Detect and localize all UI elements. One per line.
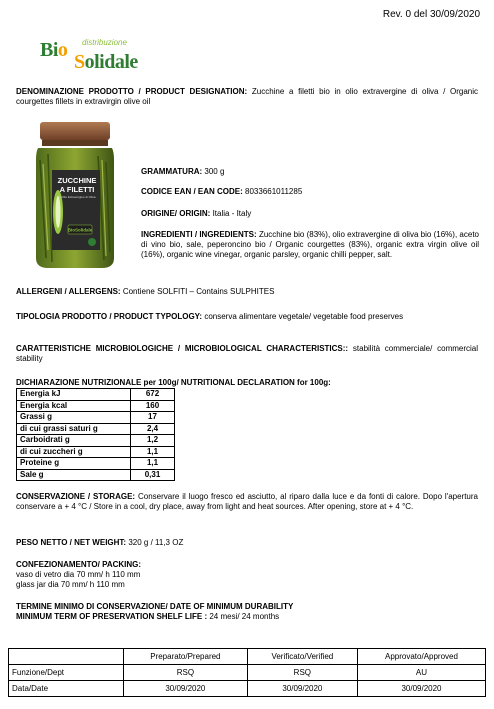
weight-label: GRAMMATURA: [141, 167, 203, 176]
logo-distribuzione: distribuzione [82, 38, 127, 47]
storage-label: CONSERVAZIONE / STORAGE: [16, 492, 136, 501]
ean-label: CODICE EAN / EAN CODE: [141, 187, 243, 196]
microbiological-row [16, 344, 478, 364]
typology-row [16, 312, 478, 322]
nutrition-row [17, 458, 175, 470]
ean-row [141, 187, 479, 197]
storage-row [16, 492, 478, 512]
nutrition-name: di cui zuccheri g [17, 446, 131, 458]
signoff-cell: AU [357, 665, 485, 681]
durability-line-1: TERMINE MINIMO DI CONSERVAZIONE/ DATE OF MINIMUM DURABILITY [16, 602, 294, 611]
nutrition-name: Energia kJ [17, 389, 131, 401]
nutrition-name: Proteine g [17, 458, 131, 470]
origin-value: Italia - Italy [212, 209, 252, 218]
signoff-header-cell: Verificato/Verified [247, 649, 357, 665]
product-designation [16, 87, 478, 107]
typology-label: TIPOLOGIA PRODOTTO / PRODUCT TYPOLOGY: [16, 312, 203, 321]
nutrition-value: 160 [131, 400, 175, 412]
durability-row [16, 602, 478, 622]
packing-label: CONFEZIONAMENTO/ PACKING: [16, 560, 142, 569]
signoff-cell: RSQ [247, 665, 357, 681]
signoff-row [9, 665, 486, 681]
micro-label: CARATTERISTICHE MICROBIOLOGICHE / MICROBIOLOGICAL CHARACTERISTICS:: [16, 344, 349, 353]
signoff-cell: 30/09/2020 [247, 681, 357, 697]
packing-row [16, 560, 478, 590]
weight-value: 300 g [204, 167, 225, 176]
signoff-cell: Data/Date [9, 681, 124, 697]
durability-line-2-label: MINIMUM TERM OF PRESERVATION SHELF LIFE : [16, 612, 208, 621]
signoff-cell: 30/09/2020 [357, 681, 485, 697]
signoff-cell: 30/09/2020 [124, 681, 248, 697]
signoff-cell: Funzione/Dept [9, 665, 124, 681]
nutrition-name: Sale g [17, 469, 131, 481]
allergens-label: ALLERGENI / ALLERGENS: [16, 287, 121, 296]
weight-row [141, 167, 479, 177]
signoff-header-cell: Approvato/Approved [357, 649, 485, 665]
signoff-header-cell: Preparato/Prepared [124, 649, 248, 665]
nutrition-name: di cui grassi saturi g [17, 423, 131, 435]
nutrition-name: Energia kcal [17, 400, 131, 412]
origin-row [141, 209, 479, 219]
nutrition-row [17, 446, 175, 458]
packing-line-1: vaso di vetro dia 70 mm/ h 110 mm [16, 570, 141, 579]
jar-brand: BioSolidale [67, 227, 93, 233]
origin-label: ORIGINE/ ORIGIN: [141, 209, 211, 218]
nutrition-value: 0,31 [131, 469, 175, 481]
packing-line-2: glass jar dia 70 mm/ h 110 mm [16, 580, 125, 589]
logo-bio: Bio [40, 39, 68, 61]
allergens-value: Contiene SOLFITI – Contains SULPHITES [122, 287, 275, 296]
micro-value: stabilità commerciale/ commercial stability [16, 344, 479, 363]
nutrition-value: 2,4 [131, 423, 175, 435]
nutrition-value: 1,1 [131, 446, 175, 458]
signoff-header-cell [9, 649, 124, 665]
nutrition-row [17, 389, 175, 401]
net-weight-row [16, 538, 478, 548]
nutrition-row [17, 435, 175, 447]
nutrition-value: 17 [131, 412, 175, 424]
signoff-row [9, 681, 486, 697]
nutrition-value: 672 [131, 389, 175, 401]
nutrition-value: 1,2 [131, 435, 175, 447]
nutrition-table [16, 388, 175, 481]
logo-solidale: Solidale [74, 51, 138, 73]
typology-value: conserva alimentare vegetale/ vegetable food preserves [204, 312, 404, 321]
product-jar-image [26, 120, 124, 270]
net-weight-value: 320 g / 11,3 OZ [128, 538, 184, 547]
ingredients-row [141, 230, 479, 260]
allergens-row [16, 287, 478, 297]
designation-label: DENOMINAZIONE PRODOTTO / PRODUCT DESIGNATION: [16, 87, 248, 96]
nutrition-value: 1,1 [131, 458, 175, 470]
nutrition-row [17, 469, 175, 481]
signoff-table [8, 648, 486, 697]
nutrition-row [17, 423, 175, 435]
jar-title-1: ZUCCHINE [57, 176, 97, 185]
net-weight-label: PESO NETTO / NET WEIGHT: [16, 538, 127, 547]
nutrition-row [17, 412, 175, 424]
nutrition-row [17, 400, 175, 412]
signoff-cell: RSQ [124, 665, 248, 681]
jar-subtitle: in Olio Extravergine di Oliva [58, 195, 96, 199]
nutrition-name: Grassi g [17, 412, 131, 424]
signoff-header-row [9, 649, 486, 665]
ingredients-value: Zucchine bio (83%), olio extravergine di oliva bio (16%), aceto di vino bio, sale, peperoncino bio / Organic courgettes (83%), organic extra virgin olive oil (16%), organic wine vinegar, organic parsley, organic chilli pepper, salt. [141, 230, 480, 259]
durability-line-2-value: 24 mesi/ 24 months [209, 612, 280, 621]
nutrition-name: Carboidrati g [17, 435, 131, 447]
designation-value: Zucchine a filetti bio in olio extravergine di oliva / Organic courgettes fillets in extravirgin olive oil [16, 87, 478, 106]
revision-label: Rev. 0 del 30/09/2020 [382, 9, 480, 20]
biosolidale-logo [40, 36, 160, 76]
nutrition-heading: DICHIARAZIONE NUTRIZIONALE per 100g/ NUTRITIONAL DECLARATION for 100g: [16, 378, 331, 387]
storage-value: Conservare il luogo fresco ed asciutto, al riparo dalla luce e da fonti di calore. Dopo l'apertura conservare a + 4 °C / Store in a cool, dry place, away from light and heat sources. After opening, store at + 4 °C. [16, 492, 478, 511]
jar-title-2: A FILETTI [59, 185, 95, 194]
ean-value: 8033661011285 [245, 187, 303, 196]
ingredients-label: INGREDIENTI / INGREDIENTS: [141, 230, 257, 239]
